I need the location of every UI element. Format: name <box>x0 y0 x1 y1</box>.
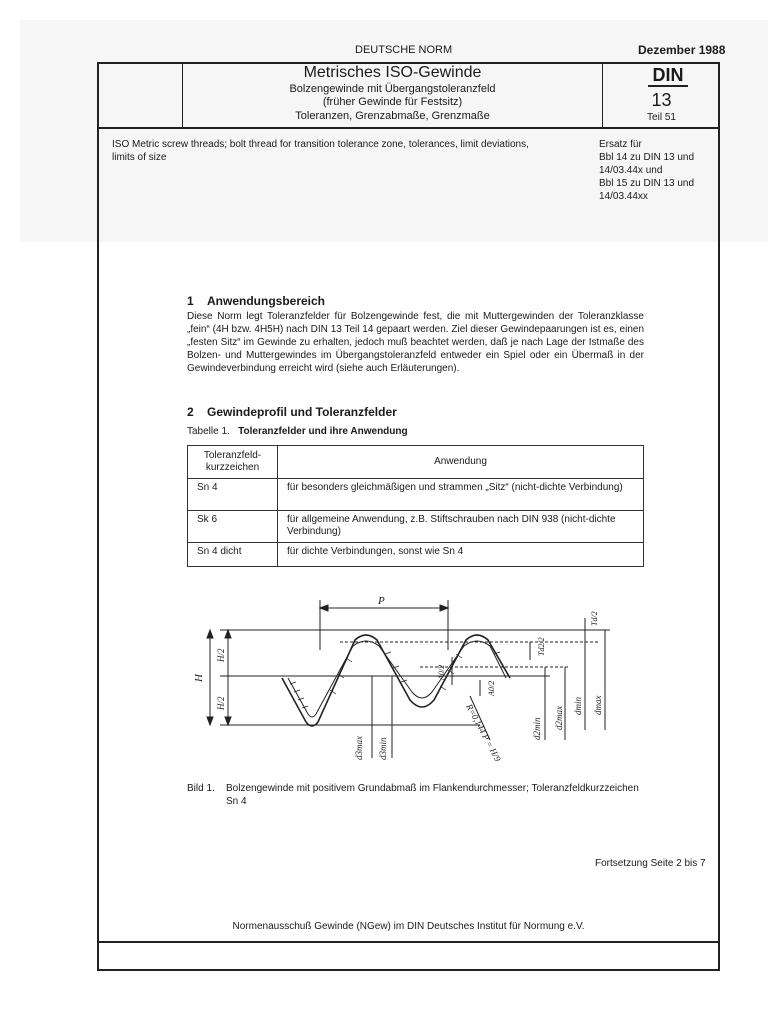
subtitle-1: Bolzengewinde mit Übergangstoleranzfeld <box>289 83 496 95</box>
thread-profile-figure <box>190 590 630 770</box>
label-h-half-top: H/2 <box>216 648 226 662</box>
arrowhead <box>207 630 213 638</box>
label-a0-half: A0/2 <box>437 664 446 680</box>
section-1-body: Diese Norm legt Toleranzfelder für Bolzengewinde fest, die mit Muttergewinden der Toleranzklasse „fein“ (4H bzw. 4H5H) nach DIN 13 Teil 14 gepaart werden. Ziel dieser Gewindepaarungen ist es, einen „festen Sitz“ im Gewinde zu erhalten, jedoch muß beachtet werden, daß je nach Lage der Istmaße des Bolzen- und Muttergewindes im Übergangstoleranzfeld entweder ein Spiel oder ein Übermaß in der Gewindeverbindung erreicht wird (siehe auch Erläuterungen). <box>187 311 644 374</box>
document-title: Metrisches ISO-Gewinde <box>303 64 482 81</box>
replacement-line: Bbl 14 zu DIN 13 und <box>599 152 695 163</box>
footer-rule <box>97 941 720 943</box>
section-2-heading: Gewindeprofil und Toleranzfelder <box>207 405 397 419</box>
table-row <box>188 543 644 567</box>
din-logo: DIN <box>648 65 688 87</box>
arrowhead <box>225 717 231 725</box>
table-cell-application: für besonders gleichmäßigen und strammen „Sitz“ (nicht-dichte Verbindung) <box>278 479 644 511</box>
table-header-code: Toleranzfeld-kurzzeichen <box>188 446 278 479</box>
figure-caption-prefix: Bild 1. <box>187 783 215 794</box>
replacement-note <box>599 138 717 203</box>
table-caption-prefix: Tabelle 1. <box>187 426 230 437</box>
section-1-heading: Anwendungsbereich <box>207 294 326 308</box>
norm-label: DEUTSCHE NORM <box>355 44 453 56</box>
label-h: H <box>193 674 205 682</box>
label-dmax: dmax <box>593 695 603 715</box>
label-pitch: P <box>378 595 385 607</box>
table-cell-code: Sk 6 <box>188 511 278 543</box>
figure-caption: Bolzengewinde mit positivem Grundabmaß im Flankendurchmesser; Toleranzfeldkurzzeichen Sn 4 <box>226 783 639 807</box>
section-2-number: 2 <box>187 405 194 419</box>
table-header-application: Anwendung <box>278 446 644 479</box>
label-d2max: d2max <box>554 706 564 730</box>
table-row <box>188 511 644 543</box>
publication-date: Dezember 1988 <box>638 43 726 57</box>
replacement-line: Ersatz für <box>599 139 642 150</box>
arrowhead <box>207 717 213 725</box>
label-dmin: dmin <box>573 697 583 715</box>
table-cell-code: Sn 4 <box>188 479 278 511</box>
replacement-line: Bbl 15 zu DIN 13 und <box>599 178 695 189</box>
table-cell-code: Sn 4 dicht <box>188 543 278 567</box>
arrowhead <box>320 605 328 611</box>
label-ad-half: A0/2 <box>487 680 496 696</box>
label-h-half-bottom: H/2 <box>216 696 226 710</box>
continuation-note: Fortsetzung Seite 2 bis 7 <box>595 858 706 869</box>
label-td-half: Td/2 <box>590 611 599 626</box>
table-caption <box>187 425 408 438</box>
table-cell-application: für dichte Verbindungen, sonst wie Sn 4 <box>278 543 644 567</box>
profile-hatching <box>290 652 500 708</box>
tolerance-table <box>187 445 644 567</box>
label-d3min: d3min <box>378 737 388 760</box>
label-d2min: d2min <box>532 717 542 740</box>
english-title: ISO Metric screw threads; bolt thread for transition tolerance zone, tolerances, limit deviations, limits of size <box>112 139 529 163</box>
din-part: Teil 51 <box>647 112 676 123</box>
table-row <box>188 479 644 511</box>
label-td2-half: Td2/2 <box>537 637 546 656</box>
table-cell-application: für allgemeine Anwendung, z.B. Stiftschrauben nach DIN 938 (nicht-dichte Verbindung) <box>278 511 644 543</box>
label-d3max: d3max <box>354 736 364 760</box>
label-radius: R=0,144 P = H/9 <box>464 702 503 763</box>
header-bottom-rule <box>97 127 720 129</box>
replacement-line: 14/03.44x und <box>599 165 663 176</box>
din-number: 13 <box>651 90 672 110</box>
section-1-number: 1 <box>187 294 194 308</box>
footer-publisher: Normenausschuß Gewinde (NGew) im DIN Deutsches Institut für Normung e.V. <box>232 921 585 932</box>
subtitle-3: Toleranzen, Grenzabmaße, Grenzmaße <box>295 110 490 122</box>
arrowhead <box>225 630 231 638</box>
arrowhead <box>440 605 448 611</box>
replacement-line: 14/03.44xx <box>599 191 648 202</box>
table-caption-text: Toleranzfelder und ihre Anwendung <box>238 426 408 437</box>
subtitle-2: (früher Gewinde für Festsitz) <box>322 96 463 108</box>
